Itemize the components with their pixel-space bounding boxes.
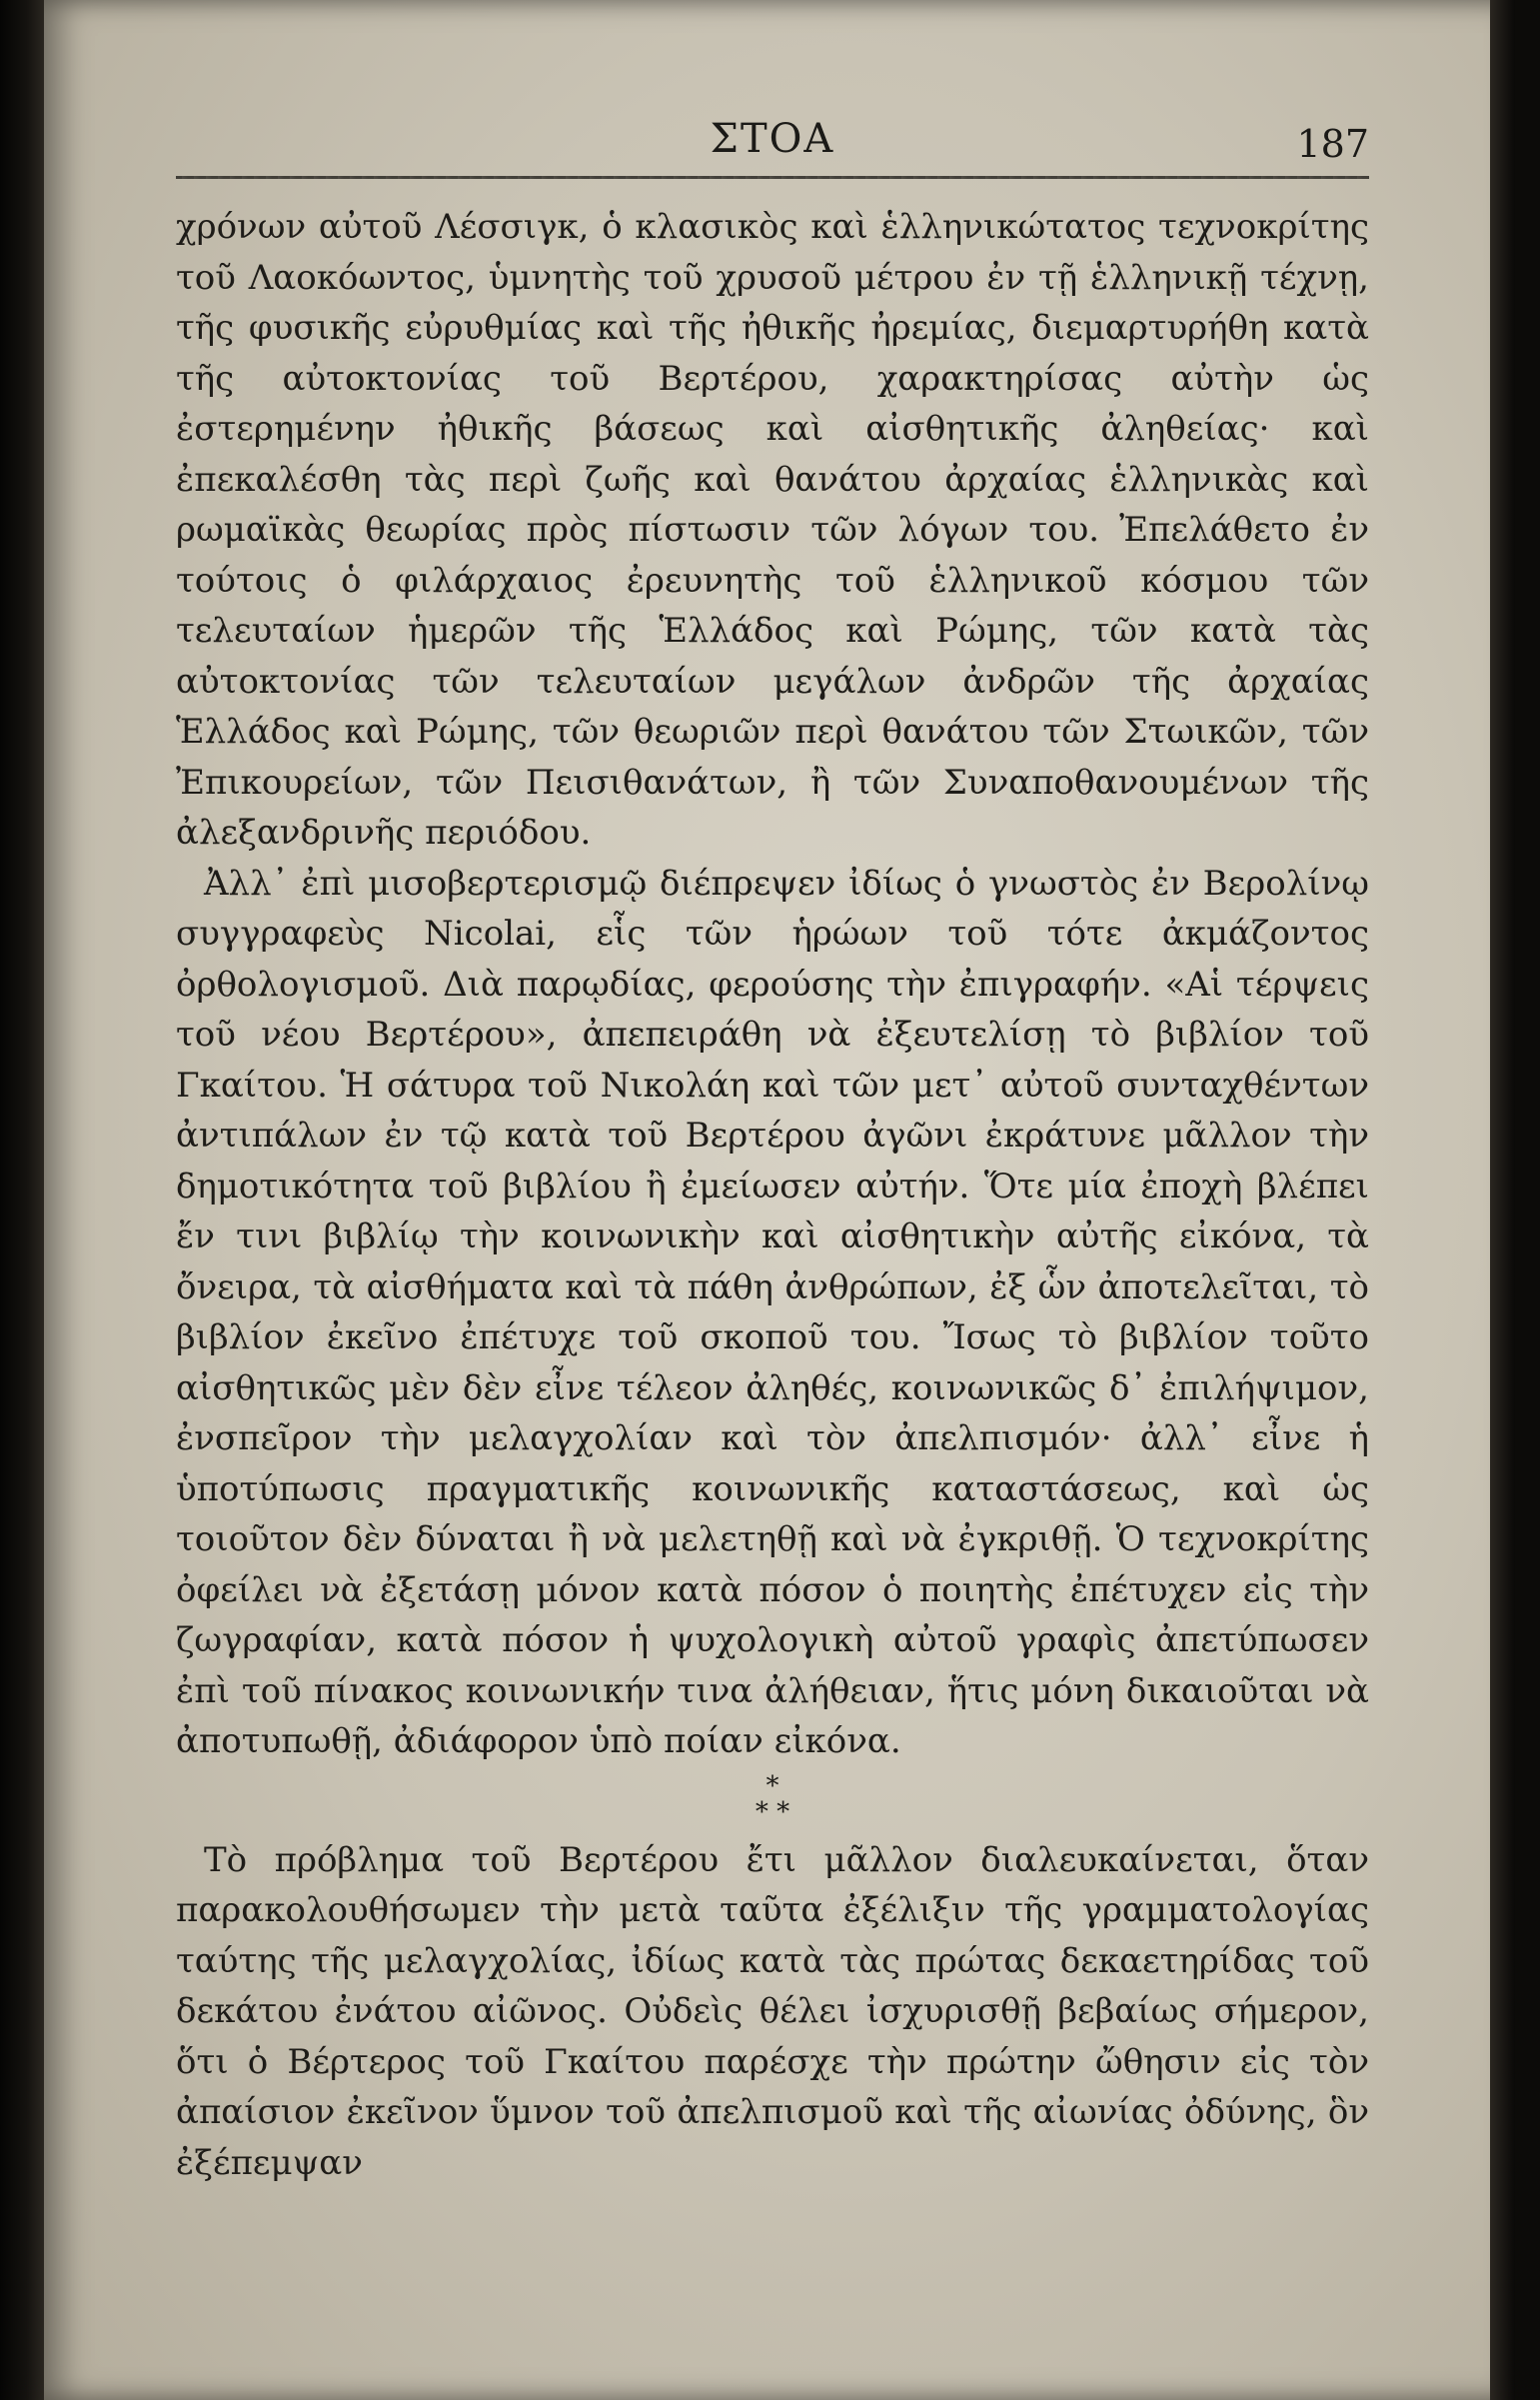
page-number: 187 [1296, 122, 1369, 166]
header-rule [176, 176, 1369, 179]
page-edge-shadow [1490, 0, 1515, 2400]
paragraph-1: χρόνων αὐτοῦ Λέσσιγκ, ὁ κλασικὸς καὶ ἑλληνικώτατος τεχνοκρίτης τοῦ Λαοκόωντος, ὑμνητὴς τοῦ χρυσοῦ μέτρου ἐν τῇ ἑλληνικῇ τέχνῃ, τῆς φυσικῆς εὐρυθμίας καὶ τῆς ἠθικῆς ἠρεμίας, διεμαρτυρήθη κατὰ τῆς αὐτοκτονίας τοῦ Βερτέρου, χαρακτηρίσας αὐτὴν ὡς ἐστερημένην ἠθικῆς βάσεως καὶ αἰσθητικῆς ἀληθείας· καὶ ἐπεκαλέσθη τὰς περὶ ζωῆς καὶ θανάτου ἀρχαίας ἑλληνικὰς καὶ ρωμαϊκὰς θεωρίας πρὸς πίστωσιν τῶν λόγων του. Ἐπελάθετο ἐν τούτοις ὁ φιλάρχαιος ἐρευνητὴς τοῦ ἑλληνικοῦ κόσμου τῶν τελευταίων ἡμερῶν τῆς Ἑλλάδος καὶ Ρώμης, τῶν κατὰ τὰς αὐτοκτονίας τῶν τελευταίων μεγάλων ἀνδρῶν τῆς ἀρχαίας Ἑλλάδος καὶ Ρώμης, τῶν θεωριῶν περὶ θανάτου τῶν Στωικῶν, τῶν Ἐπικουρείων, τῶν Πεισιθανάτων, ἢ τῶν Συναποθανουμένων τῆς ἀλεξανδρινῆς περιόδου. [176, 207, 1369, 853]
running-title: ΣΤΟΑ [710, 116, 835, 162]
section-separator [176, 1770, 1369, 1827]
separator-top: * [766, 1770, 779, 1801]
separator-bottom: * * [755, 1796, 790, 1827]
body-text [176, 202, 1369, 2188]
paragraph-2: Ἀλλ᾽ ἐπὶ μισοβερτερισμῷ διέπρεψεν ἰδίως ὁ γνωστὸς ἐν Βερολίνῳ συγγραφεὺς Nicolai, εἷς τῶν ἡρώων τοῦ τότε ἀκμάζοντος ὀρθολογισμοῦ. Διὰ παρῳδίας, φερούσης τὴν ἐπιγραφήν. «Αἱ τέρψεις τοῦ νέου Βερτέρου», ἀπεπειράθη νὰ ἐξευτελίσῃ τὸ βιβλίον τοῦ Γκαίτου. Ἡ σάτυρα τοῦ Νικολάη καὶ τῶν μετ᾽ αὐτοῦ συνταχθέντων ἀντιπάλων ἐν τῷ κατὰ τοῦ Βερτέρου ἀγῶνι ἐκράτυνε μᾶλλον τὴν δημοτικότητα τοῦ βιβλίου ἢ ἐμείωσεν αὐτήν. Ὅτε μία ἐποχὴ βλέπει ἔν τινι βιβλίῳ τὴν κοινωνικὴν καὶ αἰσθητικὴν αὐτῆς εἰκόνα, τὰ ὄνειρα, τὰ αἰσθήματα καὶ τὰ πάθη ἀνθρώπων, ἐξ ὧν ἀποτελεῖται, τὸ βιβλίον ἐκεῖνο ἐπέτυχε τοῦ σκοποῦ του. Ἴσως τὸ βιβλίον τοῦτο αἰσθητικῶς μὲν δὲν εἶνε τέλεον ἀληθές, κοινωνικῶς δ᾽ ἐπιλήψιμον, ἐνσπεῖρον τὴν μελαγχολίαν καὶ τὸν ἀπελπισμόν· ἀλλ᾽ εἶνε ἡ ὑποτύπωσις πραγματικῆς κοινωνικῆς καταστάσεως, καὶ ὡς τοιοῦτον δὲν δύναται ἢ νὰ μελετηθῇ καὶ νὰ ἐγκριθῇ. Ὁ τεχνοκρίτης ὀφείλει νὰ ἐξετάσῃ μόνον κατὰ πόσον ὁ ποιητὴς ἐπέτυχεν εἰς τὴν ζωγραφίαν, κατὰ πόσον ἡ ψυχολογικὴ αὐτοῦ γραφὶς ἀπετύπωσεν ἐπὶ τοῦ πίνακος κοινωνικήν τινα ἀλήθειαν, ἥτις μόνη δικαιοῦται νὰ ἀποτυπωθῇ, ἀδιάφορον ὑπὸ ποίαν εἰκόνα. [176, 863, 1369, 1761]
running-head [176, 108, 1369, 170]
book-binding [0, 0, 44, 2400]
paragraph-3: Τὸ πρόβλημα τοῦ Βερτέρου ἔτι μᾶλλον διαλευκαίνεται, ὅταν παρακολουθήσωμεν τὴν μετὰ ταῦτα ἐξέλιξιν τῆς γραμματολογίας ταύτης τῆς μελαγχολίας, ἰδίως κατὰ τὰς πρώτας δεκαετηρίδας τοῦ δεκάτου ἐνάτου αἰῶνος. Οὐδεὶς θέλει ἰσχυρισθῇ βεβαίως σήμερον, ὅτι ὁ Βέρτερος τοῦ Γκαίτου παρέσχε τὴν πρώτην ὤθησιν εἰς τὸν ἀπαίσιον ἐκεῖνον ὕμνον τοῦ ἀπελπισμοῦ καὶ τῆς αἰωνίας ὀδύνης, ὃν ἐξέπεμψαν [176, 1839, 1369, 2183]
